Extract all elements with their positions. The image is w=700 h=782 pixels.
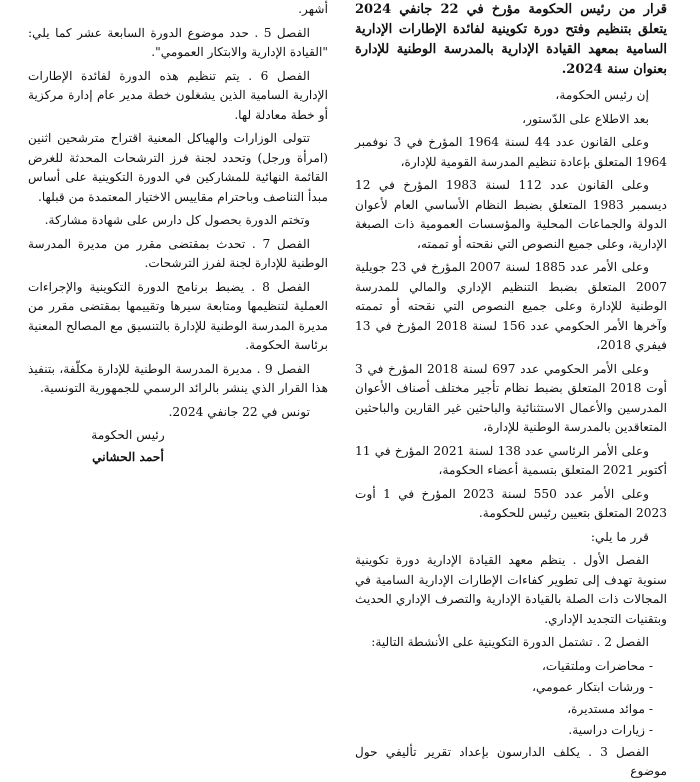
- list-item: - ورشات ابتكار عمومي،: [532, 680, 653, 694]
- signature-block: [48, 426, 208, 467]
- article-2: الفصل 2 . تشتمل الدورة التكوينية على الأنشطة التالية:: [371, 635, 649, 649]
- visa-constitution: بعد الاطلاع على الدّستور،: [522, 111, 649, 126]
- left-column: [28, 0, 328, 750]
- signatory-title: رئيس الحكومة: [91, 428, 165, 442]
- article-6-certificate: وتختم الدورة بحصول كل دارس على شهادة مشاركة.: [44, 213, 310, 227]
- visa-decree-2007: وعلى الأمر عدد 1885 لسنة 2007 المؤرخ في 23 جويلية 2007 المتعلق بضبط التنظيم الإداري والمالي للمدرسة الوطنية للإدارة وعلى جميع النصوص التي نقحته أو تممته وآخرها الأمر الحكومي عدد 156 لسنة 2018 المؤرخ في 13 فيفري 2018،: [355, 260, 667, 352]
- article-8: الفصل 8 . يضبط برنامج الدورة التكوينية والإجراءات العملية لتنظيمها ومتابعة سيرها وتقييمها بمقتضى مقرر من مديرة المدرسة الوطنية للإدارة بالتنسيق مع المصالح المعنية برئاسة الحكومة.: [28, 279, 328, 352]
- signatory-name: أحمد الحشاني: [92, 449, 164, 464]
- article-1: الفصل الأول . ينظم معهد القيادة الإدارية دورة تكوينية سنوية تهدف إلى تطوير كفاءات الإطارات الإدارية السامية في المجالات ذات الصلة بالقيادة الإدارية والتصرف الإداري الحديث وبتقنيات التجديد الإداري.: [355, 553, 667, 626]
- list-item: - محاضرات وملتقيات،: [542, 658, 653, 673]
- article-7: الفصل 7 . تحدث بمقتضى مقرر من مديرة المدرسة الوطنية للإدارة لجنة لفرز الترشحات.: [28, 236, 328, 270]
- visa-law-1964: وعلى القانون عدد 44 لسنة 1964 المؤرخ في 3 نوفمبر 1964 المتعلق بإعادة تنظيم المدرسة القومية للإدارة،: [355, 135, 667, 169]
- preamble-head: إن رئيس الحكومة،: [555, 88, 649, 102]
- list-item: - موائد مستديرة،: [567, 701, 653, 716]
- visa-decree-2021: وعلى الأمر الرئاسي عدد 138 لسنة 2021 المؤرخ في 11 أكتوبر 2021 المتعلق بتسمية أعضاء الحكومة،: [355, 443, 667, 477]
- article-5: الفصل 5 . حدد موضوع الدورة السابعة عشر كما يلي: "القيادة الإدارية والابتكار العمومي".: [28, 25, 328, 59]
- visa-law-1983: وعلى القانون عدد 112 لسنة 1983 المؤرخ في 12 ديسمبر 1983 المتعلق بضبط النظام الأساسي العام لأعوان الدولة والجماعات المحلية والمؤسسات العمومية ذات الصبغة الإدارية، وعلى جميع النصوص التي نقحته أو تممته،: [355, 178, 667, 251]
- signing-date: تونس في 22 جانفي 2024.: [168, 404, 310, 419]
- article-3: الفصل 3 . يكلف الدارسون بإعداد تقرير تأليفي حول موضوع: [355, 744, 667, 778]
- decree-title: قرار من رئيس الحكومة مؤرخ في 22 جانفي 2024 يتعلق بتنظيم وفتح دورة تكوينية لفائدة الإطارات الإدارية السامية بمعهد القيادة الإدارية بالمدرسة الوطنية للإدارة بعنوان سنة 2024.: [355, 2, 667, 77]
- article-6-nomination: تتولى الوزارات والهياكل المعنية اقتراح مترشحين اثنين (امرأة ورجل) وتحدد لجنة فرز الترشحات المحدثة للغرض القائمة النهائية للمشاركين في الدورة التكوينية على أساس مبدأ التناصف وباحترام مقاييس الاختيار المعتمدة من قبلها.: [28, 131, 328, 204]
- cut-line: أشهر.: [298, 2, 328, 16]
- article-6: الفصل 6 . يتم تنظيم هذه الدورة لفائدة الإطارات الإدارية السامية الذين يشغلون خطة مدير عام إدارة مركزية أو خطة معادلة لها.: [28, 68, 328, 122]
- list-item: - زيارات دراسية.: [568, 723, 653, 737]
- visa-decree-2018: وعلى الأمر الحكومي عدد 697 لسنة 2018 المؤرخ في 3 أوت 2018 المتعلق بضبط نظام تأجير مختلف أصناف الأعوان المدرسين والأعمال الاستثنائية والباحثين غير القارين والباحثين المتعاقدين بالمدرسة الوطنية للإدارة،: [355, 361, 667, 434]
- right-column: [355, 0, 667, 778]
- article-9: الفصل 9 . مديرة المدرسة الوطنية للإدارة مكلّفة، بتنفيذ هذا القرار الذي ينشر بالرائد الرسمي للجمهورية التونسية.: [28, 361, 328, 395]
- visa-decree-2023: وعلى الأمر عدد 550 لسنة 2023 المؤرخ في 1 أوت 2023 المتعلق بتعيين رئيس للحكومة.: [355, 486, 667, 520]
- decides: قرر ما يلي:: [590, 529, 649, 544]
